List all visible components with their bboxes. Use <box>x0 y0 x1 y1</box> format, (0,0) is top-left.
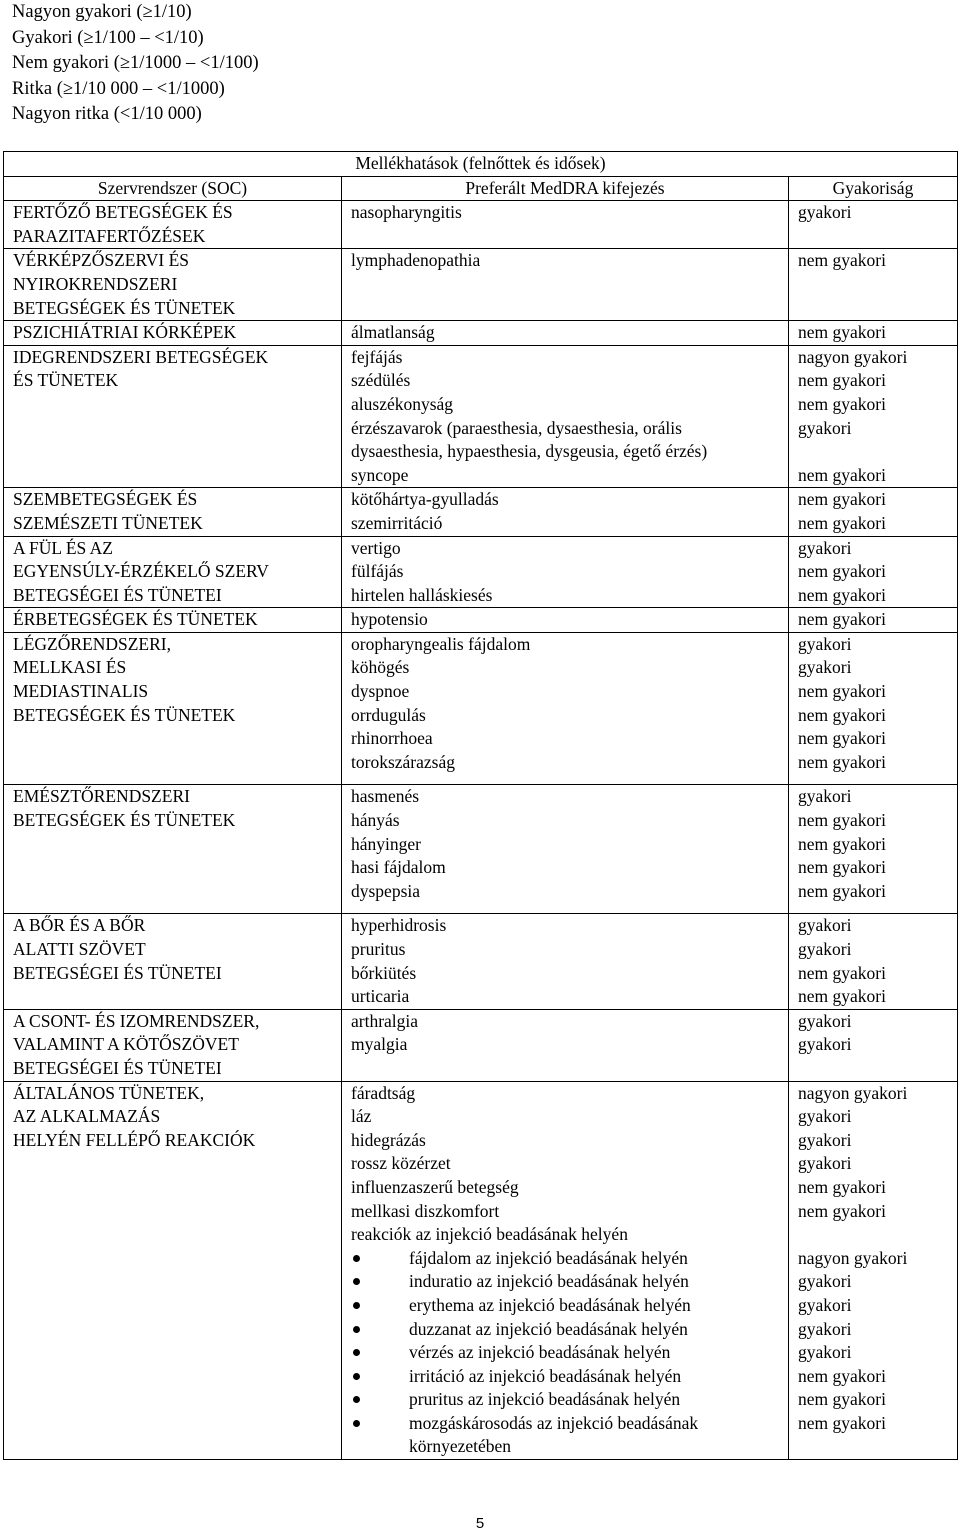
table-body <box>4 201 958 1460</box>
table-row <box>4 345 958 488</box>
frequency-cell-line: nem gyakori <box>798 489 886 510</box>
term-cell-line: szédülés <box>351 370 411 391</box>
term-cell <box>342 249 789 321</box>
frequency-cell-line: gyakori <box>798 939 852 959</box>
term-cell-line: syncope <box>351 464 409 485</box>
term-cell-line: rhinorrhoea <box>351 728 433 749</box>
frequency-cell-line: gyakori <box>798 657 852 678</box>
frequency-cell <box>789 1081 958 1460</box>
term-cell-line: arthralgia <box>351 1010 419 1031</box>
term-cell-line: láz <box>351 1106 372 1127</box>
soc-cell-line: A FÜL ÉS AZ <box>13 537 113 558</box>
frequency-cell-line: nem gyakori <box>798 250 886 271</box>
term-cell-line: hasi fájdalom <box>351 857 446 878</box>
term-cell-line: aluszékonyság <box>351 393 454 414</box>
list-item: induratio az injekció beadásának helyén <box>351 1270 784 1294</box>
list-item: erythema az injekció beadásának helyén <box>351 1294 784 1318</box>
frequency-cell-line: nem gyakori <box>798 751 886 772</box>
term-cell-line: dyspnoe <box>351 681 410 702</box>
frequency-cell <box>789 632 958 785</box>
soc-cell-line: FERTŐZŐ BETEGSÉGEK ÉS <box>13 202 233 223</box>
term-cell <box>342 488 789 536</box>
term-cell <box>342 536 789 608</box>
term-cell-line: reakciók az injekció beadásának helyén <box>351 1224 628 1245</box>
frequency-cell-line: nem gyakori <box>798 810 886 831</box>
frequency-cell-line: nem gyakori <box>798 464 886 485</box>
soc-cell-line: ÉRBETEGSÉGEK ÉS TÜNETEK <box>13 609 258 630</box>
term-cell-line: mellkasi diszkomfort <box>351 1200 500 1221</box>
frequency-cell-line: nem gyakori <box>798 370 886 391</box>
table-row <box>4 608 958 633</box>
frequency-cell-line: gyakori <box>798 786 852 807</box>
soc-cell-line: BETEGSÉGEK ÉS TÜNETEK <box>13 810 236 831</box>
frequency-cell-line: gyakori <box>798 417 852 438</box>
term-cell-line: rossz közérzet <box>351 1153 451 1174</box>
term-cell-line: köhögés <box>351 657 410 678</box>
table-row <box>4 536 958 608</box>
term-cell-line: fáradtság <box>351 1082 416 1103</box>
frequency-cell-line: gyakori <box>798 1318 852 1339</box>
term-cell-line: hypotensio <box>351 609 428 630</box>
term-cell-line: hidegrázás <box>351 1129 426 1150</box>
soc-cell-line: IDEGRENDSZERI BETEGSÉGEK <box>13 346 269 367</box>
soc-cell-line: EMÉSZTŐRENDSZERI <box>13 786 190 807</box>
page-number: 5 <box>475 1515 485 1532</box>
frequency-cell-line: gyakori <box>798 1342 852 1363</box>
table-row <box>4 632 958 785</box>
soc-cell-line: MEDIASTINALIS <box>13 681 149 702</box>
term-cell-line: fülfájás <box>351 561 404 582</box>
soc-cell <box>4 785 342 914</box>
term-cell <box>342 201 789 249</box>
legend-line: Ritka (≥1/10 000 – <1/1000) <box>12 78 225 99</box>
frequency-cell-line: nem gyakori <box>798 857 886 878</box>
table-row <box>4 201 958 249</box>
frequency-cell-line: nem gyakori <box>798 1200 886 1221</box>
frequency-cell-line: nagyon gyakori <box>798 346 908 367</box>
frequency-cell-line: gyakori <box>798 1034 852 1055</box>
term-cell-line: hányinger <box>351 833 421 854</box>
frequency-cell <box>789 1009 958 1081</box>
soc-cell-line: ÉS TÜNETEK <box>13 370 119 391</box>
frequency-cell-line: gyakori <box>798 1106 852 1127</box>
frequency-cell <box>789 785 958 914</box>
soc-cell-line: BETEGSÉGEK ÉS TÜNETEK <box>13 297 236 318</box>
frequency-cell-line <box>798 1223 953 1247</box>
frequency-cell-line: nem gyakori <box>798 1365 886 1386</box>
frequency-cell-line: nem gyakori <box>798 1176 886 1197</box>
term-cell-line: bőrkiütés <box>351 962 417 983</box>
term-cell-line: kötőhártya-gyulladás <box>351 489 499 510</box>
adverse-events-table <box>3 151 958 1460</box>
term-cell-line: fejfájás <box>351 346 403 367</box>
frequency-cell-line: nem gyakori <box>798 609 886 630</box>
frequency-cell-line: gyakori <box>798 202 852 223</box>
soc-cell-line: MELLKASI ÉS <box>13 657 127 678</box>
table-row <box>4 249 958 321</box>
frequency-cell-line: gyakori <box>798 1129 852 1150</box>
legend-line: Gyakori (≥1/100 – <1/10) <box>12 27 204 48</box>
soc-cell-line: BETEGSÉGEI ÉS TÜNETEI <box>13 584 222 605</box>
soc-cell <box>4 1081 342 1460</box>
table-row <box>4 488 958 536</box>
term-cell-line: oropharyngealis fájdalom <box>351 633 531 654</box>
soc-cell-line: EGYENSÚLY-ÉRZÉKELŐ SZERV <box>13 561 269 582</box>
term-cell-line: influenzaszerű betegség <box>351 1176 519 1197</box>
frequency-cell <box>789 249 958 321</box>
soc-cell-line: BETEGSÉGEK ÉS TÜNETEK <box>13 704 236 725</box>
soc-cell-line: BETEGSÉGEI ÉS TÜNETEI <box>13 962 222 983</box>
soc-cell-line: PSZICHIÁTRIAI KÓRKÉPEK <box>13 322 237 343</box>
term-cell-line: hasmenés <box>351 786 420 807</box>
soc-cell <box>4 201 342 249</box>
term-cell-line: torokszárazság <box>351 751 455 772</box>
term-cell-line: lymphadenopathia <box>351 250 481 271</box>
soc-cell-line: ALATTI SZÖVET <box>13 939 146 959</box>
frequency-cell-line: gyakori <box>798 537 852 558</box>
term-cell-line: álmatlanság <box>351 322 435 343</box>
list-item: pruritus az injekció beadásának helyén <box>351 1388 784 1412</box>
term-cell-line: myalgia <box>351 1034 408 1055</box>
soc-cell-line: SZEMÉSZETI TÜNETEK <box>13 512 203 533</box>
term-cell-line: dysaesthesia, hypaesthesia, dysgeusia, égető érzés) <box>351 441 708 462</box>
soc-cell-line: VALAMINT A KÖTŐSZÖVET <box>13 1034 239 1055</box>
soc-cell <box>4 321 342 346</box>
soc-cell <box>4 345 342 488</box>
frequency-cell-line: nem gyakori <box>798 322 886 343</box>
term-cell-line: pruritus <box>351 939 406 959</box>
soc-cell-line: A CSONT- ÉS IZOMRENDSZER, <box>13 1010 260 1031</box>
soc-cell-line: NYIROKRENDSZERI <box>13 273 178 294</box>
table-row <box>4 1081 958 1460</box>
table-row <box>4 914 958 1009</box>
frequency-cell-line: nem gyakori <box>798 681 886 702</box>
term-cell-line: urticaria <box>351 986 410 1007</box>
legend-line: Nagyon ritka (<1/10 000) <box>12 104 202 125</box>
frequency-cell <box>789 488 958 536</box>
term-cell <box>342 321 789 346</box>
soc-cell-line: SZEMBETEGSÉGEK ÉS <box>13 489 198 510</box>
term-cell <box>342 1009 789 1081</box>
frequency-cell <box>789 321 958 346</box>
frequency-cell-line: nem gyakori <box>798 704 886 725</box>
frequency-cell <box>789 536 958 608</box>
frequency-cell-line: gyakori <box>798 1294 852 1315</box>
frequency-cell-line: gyakori <box>798 1271 852 1292</box>
term-cell-line: hirtelen halláskiesés <box>351 584 493 605</box>
table-title: Mellékhatások (felnőttek és idősek) <box>4 152 958 177</box>
soc-cell-line: AZ ALKALMAZÁS <box>13 1106 161 1127</box>
frequency-cell <box>789 608 958 633</box>
term-cell-line: hányás <box>351 810 400 831</box>
frequency-cell-line: gyakori <box>798 633 852 654</box>
header-frequency: Gyakoriság <box>789 176 958 201</box>
frequency-cell-line: nem gyakori <box>798 880 886 901</box>
legend-line: Nagyon gyakori (≥1/10) <box>12 2 192 22</box>
term-cell <box>342 608 789 633</box>
table-row <box>4 785 958 914</box>
frequency-cell-line: gyakori <box>798 1153 852 1174</box>
term-cell <box>342 632 789 785</box>
table-row <box>4 1009 958 1081</box>
frequency-cell-line: nem gyakori <box>798 561 886 582</box>
frequency-cell-line: nagyon gyakori <box>798 1247 908 1268</box>
term-cell <box>342 914 789 1009</box>
legend-line: Nem gyakori (≥1/1000 – <1/100) <box>12 53 259 74</box>
soc-cell <box>4 1009 342 1081</box>
term-cell-line: dyspepsia <box>351 880 421 901</box>
soc-cell <box>4 914 342 1009</box>
frequency-cell-line: gyakori <box>798 915 852 936</box>
list-item: fájdalom az injekció beadásának helyén <box>351 1247 784 1271</box>
soc-cell-line: VÉRKÉPZŐSZERVI ÉS <box>13 250 190 271</box>
soc-cell <box>4 249 342 321</box>
frequency-cell <box>789 201 958 249</box>
table-row <box>4 321 958 346</box>
soc-cell-line: ÁLTALÁNOS TÜNETEK, <box>13 1082 205 1103</box>
frequency-cell-line: nem gyakori <box>798 512 886 533</box>
term-cell-line: érzészavarok (paraesthesia, dysaesthesia, orális <box>351 417 682 438</box>
soc-cell-line: BETEGSÉGEI ÉS TÜNETEI <box>13 1057 222 1078</box>
frequency-cell-line: nem gyakori <box>798 986 886 1007</box>
table-header-row <box>4 176 958 201</box>
soc-cell-line: HELYÉN FELLÉPŐ REAKCIÓK <box>13 1129 256 1150</box>
list-item: vérzés az injekció beadásának helyén <box>351 1341 784 1365</box>
term-cell <box>342 1081 789 1460</box>
frequency-cell <box>789 914 958 1009</box>
term-cell-line: orrdugulás <box>351 704 426 725</box>
frequency-cell-line: nem gyakori <box>798 1389 886 1410</box>
list-item: duzzanat az injekció beadásának helyén <box>351 1318 784 1342</box>
soc-cell-line: LÉGZŐRENDSZERI, <box>13 633 171 654</box>
frequency-cell-line: nem gyakori <box>798 584 886 605</box>
frequency-cell-line: nem gyakori <box>798 728 886 749</box>
list-item: mozgáskárosodás az injekció beadásának környezetében <box>351 1412 749 1459</box>
frequency-cell-line: nagyon gyakori <box>798 1082 908 1103</box>
term-cell-line: vertigo <box>351 537 401 558</box>
frequency-cell <box>789 345 958 488</box>
header-meddra-term: Preferált MedDRA kifejezés <box>342 176 789 201</box>
term-cell-line: hyperhidrosis <box>351 915 447 936</box>
soc-cell-line: PARAZITAFERTŐZÉSEK <box>13 225 206 246</box>
soc-cell <box>4 536 342 608</box>
frequency-cell-line: nem gyakori <box>798 833 886 854</box>
frequency-cell-line <box>798 440 953 464</box>
frequency-cell-line: gyakori <box>798 1010 852 1031</box>
soc-cell <box>4 608 342 633</box>
table-title-row <box>4 152 958 177</box>
soc-cell-line: A BŐR ÉS A BŐR <box>13 915 146 936</box>
list-item: irritáció az injekció beadásának helyén <box>351 1365 784 1389</box>
term-cell <box>342 785 789 914</box>
term-cell <box>342 345 789 488</box>
term-cell-line: nasopharyngitis <box>351 202 462 223</box>
frequency-legend <box>12 0 259 128</box>
injection-site-reaction-list <box>351 1247 784 1459</box>
frequency-cell-line: nem gyakori <box>798 1412 886 1433</box>
soc-cell <box>4 632 342 785</box>
header-soc: Szervrendszer (SOC) <box>4 176 342 201</box>
frequency-cell-line: nem gyakori <box>798 393 886 414</box>
frequency-cell-line: nem gyakori <box>798 962 886 983</box>
term-cell-line: szemirritáció <box>351 512 443 533</box>
soc-cell <box>4 488 342 536</box>
